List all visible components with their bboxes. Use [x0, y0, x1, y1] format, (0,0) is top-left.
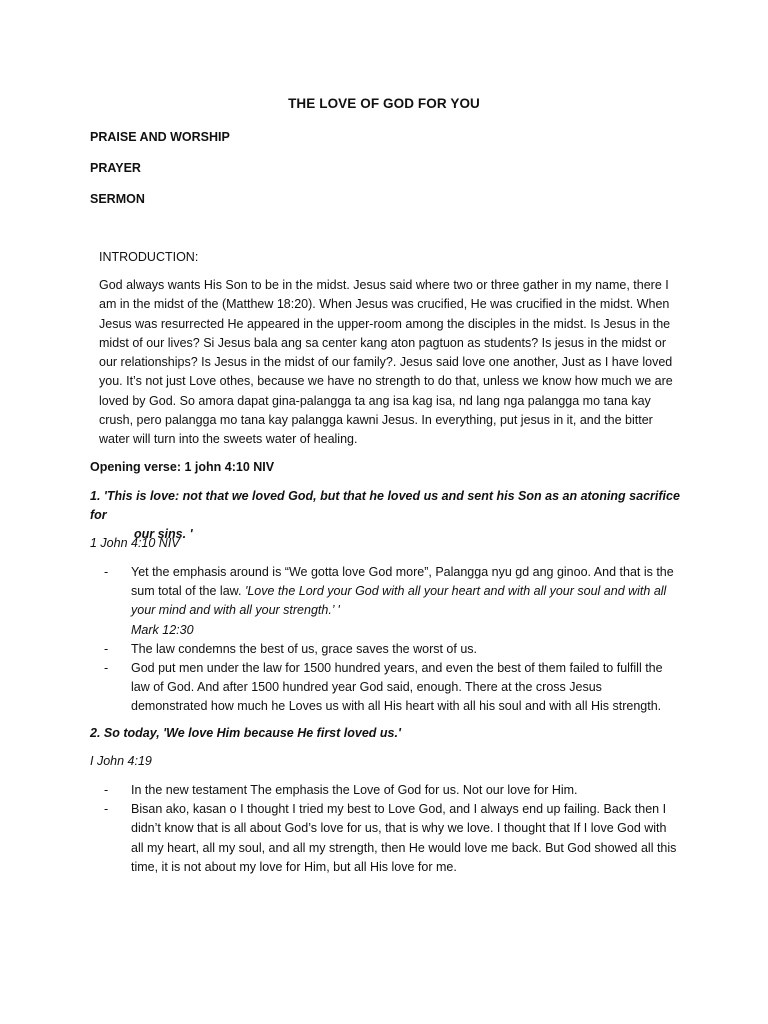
bullet-text: Yet the emphasis around is “We gotta love God more”, Palangga nyu gd ang ginoo. And that is the sum total of the law.: [131, 565, 674, 599]
list-item: [104, 800, 679, 877]
point-1-verse: [90, 487, 690, 544]
bullet-dash: -: [104, 641, 109, 656]
heading-praise-and-worship: PRAISE AND WORSHIP: [90, 130, 230, 144]
list-item: [104, 781, 679, 800]
bullet-dash: -: [104, 661, 109, 676]
bullet-quote: 'Love the Lord your God with all your heart and with all your soul and with all your mind and with all your strength.’ ': [131, 584, 667, 618]
point-2-verse-text: So today, 'We love Him because He first loved us.': [103, 726, 401, 740]
point-1-reference: 1 John 4:10 NIV: [90, 536, 180, 550]
bullet-dash: -: [104, 565, 109, 579]
heading-prayer: PRAYER: [90, 161, 141, 175]
bullet-dash: -: [104, 802, 109, 817]
introduction-paragraph: God always wants His Son to be in the midst. Jesus said where two or three gather in my name, there I am in the midst of the (Matthew 18:20). When Jesus was crucified, He was crucified in the midst. When Jesus was resurrected He appeared in the upper-room among the disciples in the midst. Is Jesus in the midst of our lives? Si Jesus bala ang sa center kang aton pagtuon as students? Is jesus in the midst or our relationships? Is Jesus in the midst of our family?. Jesus said love one another, Just as I have loved you. It’s not just Love othes, because we have no strength to do that, unless we know how much we are loved by God. So amora dapat gina-palangga ta ang isa kag isa, nd lang nga palangga mo tana kay crush, pero palangga mo tana kay palangga kawni Jesus. In everything, put jesus in it, and the bitter water will turn into the sweets water of healing.: [99, 278, 673, 447]
point-2-number: 2.: [90, 726, 101, 740]
point-2-verse: [90, 724, 690, 743]
opening-verse: Opening verse: 1 john 4:10 NIV: [90, 460, 275, 474]
point-1-number: 1.: [90, 489, 101, 503]
introduction-label: INTRODUCTION:: [99, 250, 199, 264]
point-1-bullet-list: [104, 563, 679, 717]
point-1-verse-line-2: our sins. ': [134, 527, 193, 541]
point-2-reference: I John 4:19: [90, 754, 152, 768]
list-item: [104, 563, 679, 640]
bullet-text: Bisan ako, kasan o I thought I tried my best to Love God, and I always end up failing. Back then I didn’t know that is all about God’s love for us, that is why we love. I thought that If I love God with all my heart, all my soul, and all my strength, then He would love me back. But God showed all this time, it is not about my love for Him, but all His love for me.: [131, 802, 677, 874]
document-title: THE LOVE OF GOD FOR YOU: [288, 96, 480, 111]
bullet-quote-reference: Mark 12:30: [131, 622, 194, 637]
point-1-verse-line-1: 'This is love: not that we loved God, but that he loved us and sent his Son as an atoning sacrifice for: [90, 489, 680, 522]
bullet-text: The law condemns the best of us, grace saves the worst of us.: [131, 641, 478, 656]
bullet-text: God put men under the law for 1500 hundred years, and even the best of them failed to fulfill the law of God. And after 1500 hundred year God said, enough. There at the cross Jesus demonstrated how much he Loves us with all His heart with all his soul and with all His strength.: [131, 661, 663, 714]
bullet-text: In the new testament The emphasis the Love of God for us. Not our love for Him.: [131, 783, 578, 797]
point-2-bullet-list: [104, 781, 679, 877]
list-item: [104, 640, 679, 659]
bullet-dash: -: [104, 783, 109, 797]
list-item: [104, 659, 679, 717]
heading-sermon: SERMON: [90, 192, 145, 206]
